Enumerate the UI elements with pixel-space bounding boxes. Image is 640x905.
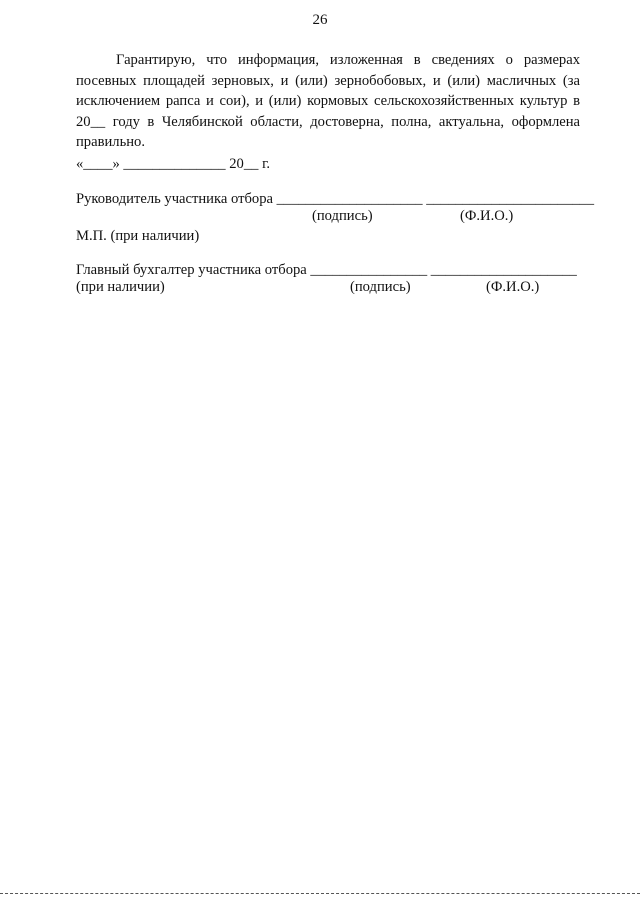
accountant-name-caption: (Ф.И.О.) (486, 279, 540, 295)
head-name-caption: (Ф.И.О.) (460, 208, 514, 224)
accountant-optional-note: (при наличии) (76, 279, 165, 295)
head-signature-line: Руководитель участника отбора ____________________ _______________________ (76, 191, 595, 207)
bottom-divider (0, 893, 640, 894)
guarantee-paragraph: Гарантирую, что информация, изложенная в сведениях о размерах посевных площадей зерновых, и (или) зернобобовых, и (или) масличных (за исключением рапса и сои), и (или) кормовых сельскохозяйственных культур в 20__ году в Челябинской области, достоверна, полна, актуальна, оформлена правильно. (76, 52, 580, 150)
date-line: «____» ______________ 20__ г. (76, 156, 271, 172)
stamp-note: М.П. (при наличии) (76, 228, 200, 244)
accountant-signature-caption: (подпись) (350, 279, 411, 295)
head-signature-caption: (подпись) (312, 208, 373, 224)
accountant-signature-line: Главный бухгалтер участника отбора ________________ ____________________ (76, 262, 577, 278)
page-number: 26 (312, 12, 328, 28)
